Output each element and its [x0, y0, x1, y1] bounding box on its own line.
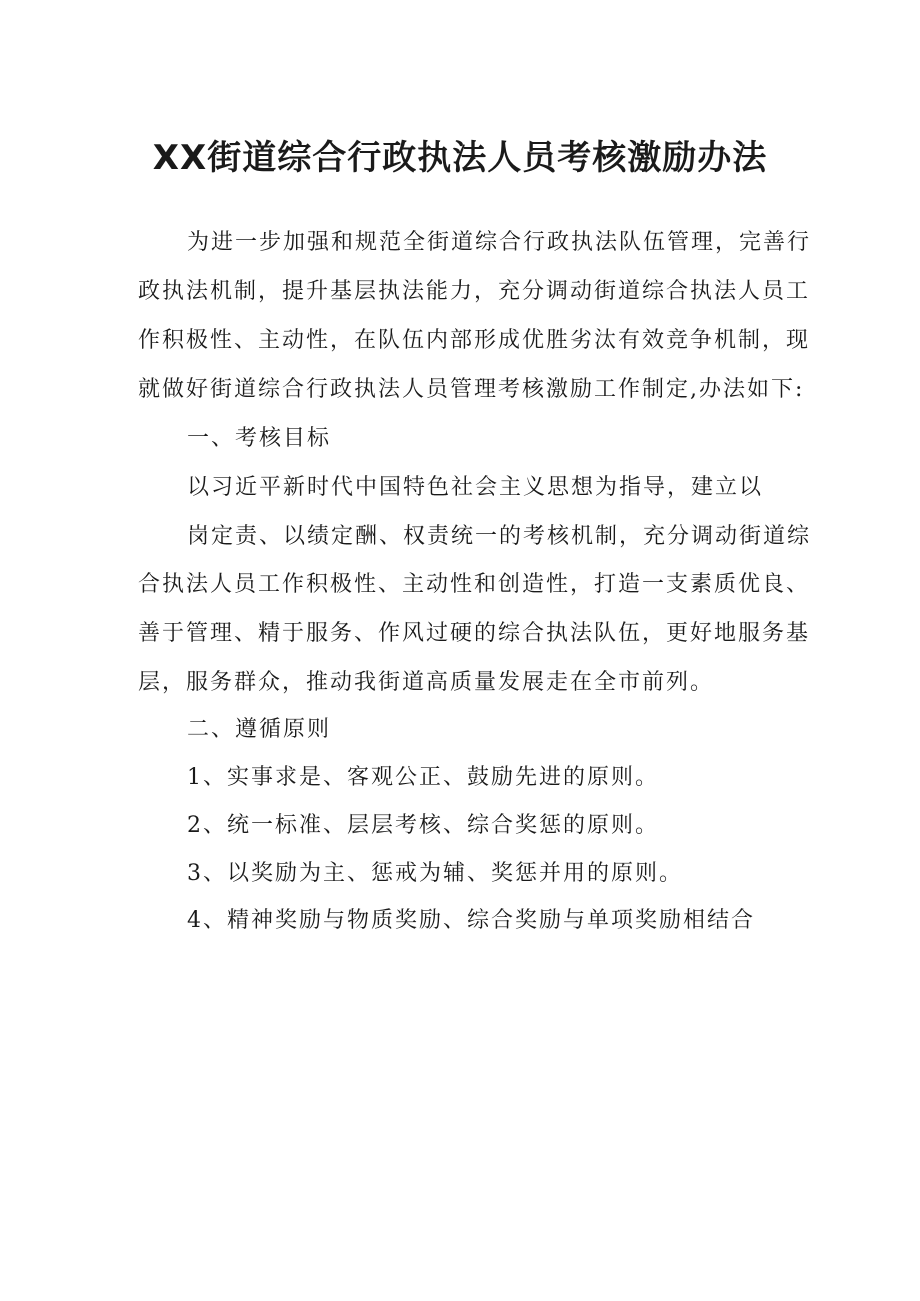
section-1-line-2: 岗定责、以绩定酬、权责统一的考核机制，充分调动街道综 [187, 524, 812, 549]
document-title: XX街道综合行政执法人员考核激励办法 [152, 138, 768, 178]
intro-line-1: 为进一步加强和规范全街道综合行政执法队伍管理，完善行 [187, 230, 812, 255]
section-1-line-1: 以习近平新时代中国特色社会主义思想为指导，建立以 [187, 475, 764, 500]
section-2-heading: 二、遵循原则 [187, 717, 332, 742]
principle-item-1: 1、实事求是、客观公正、鼓励先进的原则。 [187, 765, 659, 790]
principle-item-4: 4、精神奖励与物质奖励、综合奖励与单项奖励相结合 [187, 908, 755, 933]
section-1-line-4: 善于管理、精于服务、作风过硬的综合执法队伍，更好地服务基 [138, 621, 811, 646]
section-1-line-5: 层，服务群众，推动我街道高质量发展走在全市前列。 [138, 670, 715, 695]
principle-item-2: 2、统一标准、层层考核、综合奖惩的原则。 [187, 813, 659, 838]
principle-item-3: 3、以奖励为主、惩戒为辅、奖惩并用的原则。 [187, 861, 683, 886]
intro-line-2: 政执法机制，提升基层执法能力，充分调动街道综合执法人员工 [138, 279, 811, 304]
intro-line-3: 作积极性、主动性，在队伍内部形成优胜劣汰有效竞争机制，现 [138, 328, 811, 353]
section-1-line-3: 合执法人员工作积极性、主动性和创造性，打造一支素质优良、 [138, 572, 811, 597]
intro-line-4: 就做好街道综合行政执法人员管理考核激励工作制定,办法如下: [138, 377, 805, 402]
section-1-heading: 一、考核目标 [187, 426, 332, 451]
